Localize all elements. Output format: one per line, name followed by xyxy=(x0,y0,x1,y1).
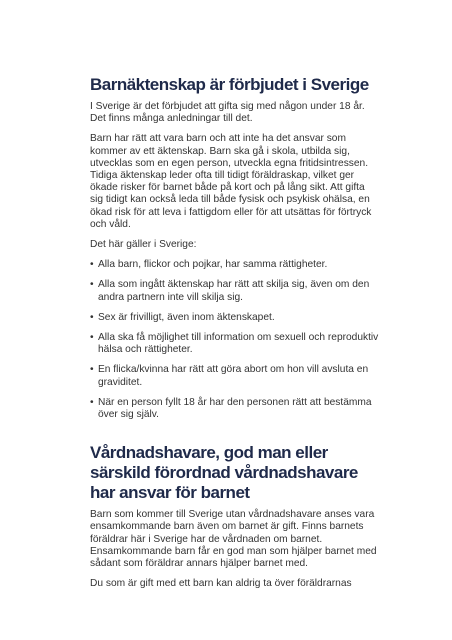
list-item-text: Alla ska få möjlighet till information om sexuell och reproduktiv hälsa och rättigheter. xyxy=(98,332,379,356)
paragraph-list-intro: Det här gäller i Sverige: xyxy=(90,239,197,251)
paragraph-child-rights: Barn har rätt att vara barn och att inte ha det ansvar som kommer av ett äktenskap. Barn ska gå i skola, utbilda sig, utvecklas som en egen person, utveckla egna fritidsintressen. Tidiga äktenskap leder ofta till tidigt föräldraskap, vilket ger ökade risker för barnet både på kort och på lång sikt. Att gifta sig tidigt kan också leda till både fysisk och psykisk ohälsa, en ökad risk för att leva i fattigdom eller för att utsättas för förtryck och våld. xyxy=(90,133,372,230)
list-item-text: Sex är frivilligt, även inom äktenskapet. xyxy=(98,311,275,323)
list-item xyxy=(90,259,380,271)
bullet-icon: • xyxy=(90,332,94,344)
bullet-icon: • xyxy=(90,396,94,408)
list-item xyxy=(90,279,380,303)
rights-bullet-list xyxy=(90,259,380,421)
list-item-text: Alla som ingått äktenskap har rätt att skilja sig, även om den andra partnern inte vill skilja sig. xyxy=(98,279,370,303)
list-item xyxy=(90,332,380,356)
paragraph-unaccompanied-children: Barn som kommer till Sverige utan vårdnadshavare anses vara ensamkommande barn även om barnet är gift. Finns barnets föräldrar här i Sverige har de vårdnaden om barnet. Ensamkommande barn får en god man som hjälper barnet med sådant som föräldrar annars hjälper barnet med. xyxy=(90,509,377,570)
list-item-text: När en person fyllt 18 år har den personen rätt att bestämma över sig själv. xyxy=(98,396,372,421)
list-item-text: En flicka/kvinna har rätt att göra abort om hon vill avsluta en graviditet. xyxy=(98,364,369,388)
bullet-icon: • xyxy=(90,259,94,271)
list-item xyxy=(90,312,380,324)
section-heading-guardians: Vårdnadshavare, god man eller särskild förordnad vårdnadshavare har ansvar för barnet xyxy=(90,443,358,503)
list-item xyxy=(90,397,380,421)
list-item-text: Alla barn, flickor och pojkar, har samma rättigheter. xyxy=(98,259,328,271)
bullet-icon: • xyxy=(90,364,94,376)
bullet-icon: • xyxy=(90,311,94,323)
paragraph-intro: I Sverige är det förbjudet att gifta sig med någon under 18 år. Det finns många anledningar till det. xyxy=(90,101,365,125)
list-item xyxy=(90,364,380,388)
bullet-icon: • xyxy=(90,279,94,291)
paragraph-married-to-child: Du som är gift med ett barn kan aldrig ta över föräldrarnas xyxy=(90,578,352,590)
section-heading-child-marriage: Barnäktenskap är förbjudet i Sverige xyxy=(90,75,369,94)
document-body xyxy=(90,74,380,598)
